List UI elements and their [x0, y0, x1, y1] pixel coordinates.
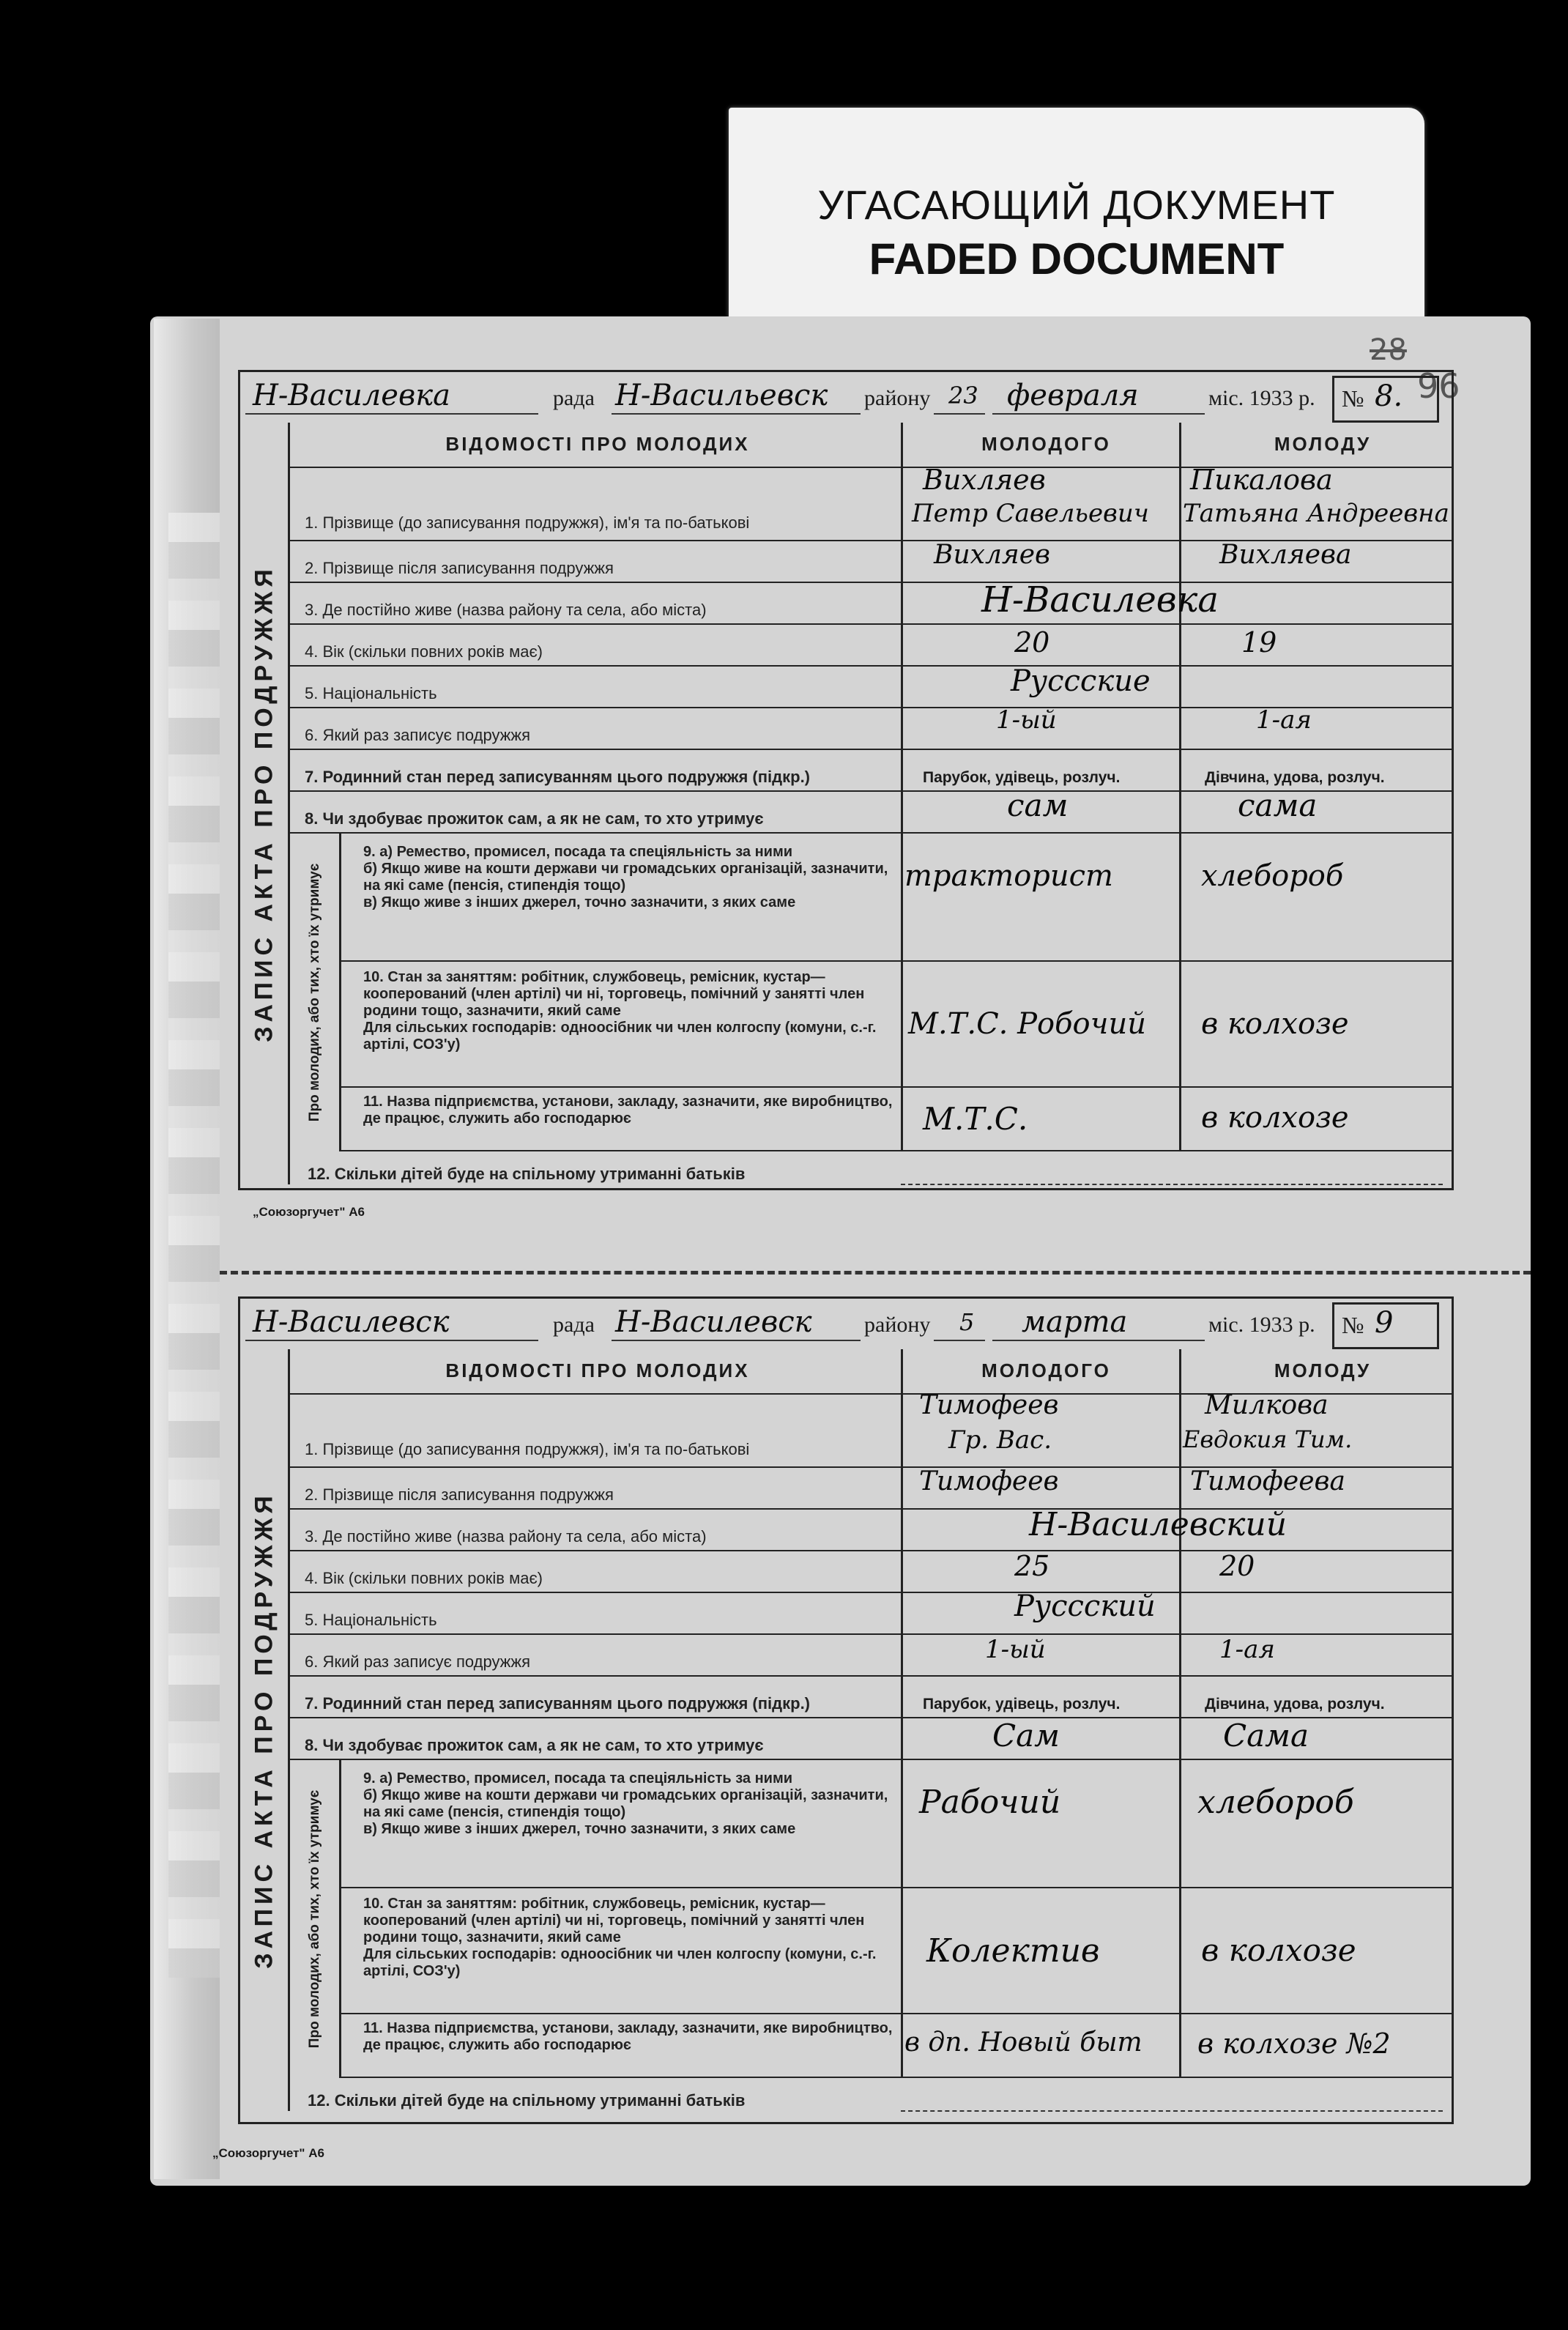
sub-side-bar: Про молодих, або тих, хто їх утримує: [290, 1760, 341, 2078]
question-row-11: 11. Назва підприємства, установи, закладу, зазначити, яке виробництво, де працює, служить або господарює: [341, 2014, 1452, 2078]
bride-surname: Милкова: [1205, 1390, 1329, 1420]
number-label: №: [1342, 1312, 1364, 1338]
groom-given-names: Петр Савельевич: [912, 499, 1149, 528]
cut-line: [220, 1271, 1531, 1275]
record-number-box: [1332, 1302, 1439, 1349]
record-header: [245, 1307, 1461, 1343]
bride-surname-after: Тимофеева: [1190, 1466, 1345, 1496]
question-row-9: 9. а) Ремество, промисел, посада та спеціяльність за ними б) Якщо живе на кошти держави чи громадських організацій, зазначити, на які саме (пенсія, стипендія тощо) в) Якщо живе з інших джерел, точно зазначити, з яких саме: [341, 834, 1452, 962]
residence: Н-Василевский: [1029, 1506, 1288, 1543]
groom-occupation: тракторист: [904, 859, 1113, 893]
column-header-row: [290, 423, 1452, 468]
groom-surname-after: Тимофеев: [919, 1466, 1059, 1496]
bride-status-options: Дівчина, удова, розлуч.: [1205, 769, 1385, 786]
bride-given-names: Евдокия Тим.: [1183, 1425, 1353, 1453]
question-row-2: 2. Прізвище після записування подружжя: [290, 541, 1452, 583]
district-label: району: [864, 1313, 931, 1337]
question-row-4: 4. Вік (скільки повних років має): [290, 1551, 1452, 1593]
question-12: 12. Скільки дітей буде на спільному утриманні батьків: [308, 2091, 746, 2110]
question-row-8: 8. Чи здобуває прожиток сам, а як не сам, то хто утримує: [290, 1718, 1452, 1760]
sub-side-bar: Про молодих, або тих, хто їх утримує: [290, 834, 341, 1151]
question-12: 12. Скільки дітей буде на спільному утриманні батьків: [308, 1165, 746, 1183]
question-row-11: 11. Назва підприємства, установи, закладу, зазначити, яке виробництво, де працює, служить або господарює: [341, 1088, 1452, 1151]
groom-surname: Вихляев: [923, 464, 1046, 496]
rada-label: рада: [553, 386, 595, 410]
bride-marriage-number: 1-ая: [1256, 705, 1312, 735]
bride-support: сама: [1238, 787, 1318, 823]
stamp-line-en: FADED DOCUMENT: [869, 234, 1285, 283]
groom-surname: Тимофеев: [919, 1390, 1059, 1420]
marriage-record-2: [238, 1296, 1454, 2124]
district-name: Н-Васильевск: [615, 379, 828, 412]
torn-edge: [168, 513, 220, 1978]
side-label-bar: [240, 1349, 290, 2111]
question-row-3: 3. Де постійно живе (назва району та села, або міста): [290, 1510, 1452, 1551]
record-number-box: [1332, 376, 1439, 423]
bride-column-header: МОЛОДУ: [1274, 433, 1372, 455]
question-row-3: 3. Де постійно живе (назва району та села, або міста): [290, 583, 1452, 625]
bride-occupation: хлебороб: [1201, 859, 1344, 893]
groom-age: 20: [1014, 626, 1050, 658]
stamp-line-ru: УГАСАЮЩИЙ ДОКУМЕНТ: [817, 182, 1336, 228]
groom-column-header: МОЛОДОГО: [981, 1359, 1111, 1381]
printer-mark-1: „Союзоргучет" А6: [253, 1205, 365, 1219]
record-day: 5: [959, 1308, 975, 1336]
question-row-1: 1. Прізвище (до записування подружжя), ім'я та по-батькові: [290, 1395, 1452, 1468]
groom-occupation: Рабочий: [919, 1784, 1061, 1821]
bride-occupation: хлебороб: [1197, 1784, 1354, 1821]
question-row-5: 5. Національність: [290, 667, 1452, 708]
groom-workplace: в дп. Новый быт: [904, 2027, 1142, 2058]
marriage-record-1: [238, 370, 1454, 1190]
info-column-header: ВІДОМОСТІ ПРО МОЛОДИХ: [445, 1359, 750, 1381]
pencil-page-number: 96: [1417, 366, 1460, 406]
question-row-6: 6. Який раз записує подружжя: [290, 1635, 1452, 1677]
district-name: Н-Василевск: [615, 1305, 812, 1339]
bride-support: Сама: [1223, 1718, 1309, 1754]
record-month: февраля: [1007, 379, 1139, 412]
groom-marriage-number: 1-ый: [985, 1635, 1046, 1664]
rada-name: Н-Василевск: [253, 1305, 450, 1339]
question-row-7: 7. Родинний стан перед записуванням цього подружжя (підкр.): [290, 750, 1452, 792]
faded-document-stamp: [729, 108, 1424, 327]
question-row-1: 1. Прізвище (до записування подружжя), ім'я та по-батькові: [290, 468, 1452, 541]
groom-workplace: М.Т.С.: [923, 1101, 1028, 1137]
month-year-label: міс. 1933 р.: [1208, 1313, 1315, 1337]
bride-workplace: в колхозе №2: [1197, 2027, 1391, 2060]
residence: Н-Василевка: [981, 579, 1219, 620]
question-row-9: 9. а) Ремество, промисел, посада та спеціяльність за ними б) Якщо живе на кошти держави чи громадських організацій, зазначити, на які саме (пенсія, стипендія тощо) в) Якщо живе з інших джерел, точно зазначити, з яких саме: [341, 1760, 1452, 1888]
groom-status-options: Парубок, удівець, розлуч.: [923, 769, 1121, 786]
number-label: №: [1342, 385, 1364, 412]
groom-given-names: Гр. Вас.: [948, 1425, 1052, 1455]
bride-age: 19: [1241, 626, 1277, 658]
groom-age: 25: [1014, 1550, 1050, 1582]
bride-column-header: МОЛОДУ: [1274, 1359, 1372, 1381]
question-row-10: 10. Стан за заняттям: робітник, службовець, ремісник, кустар—кооперований (член артілі) чи ні, торговець, помічний у занятті член родини тощо, зазначити, який саме Для сільських господарів: одноосібник чи член колгоспу (комуни, с.-г. артілі, СОЗ'у): [341, 962, 1452, 1088]
record-number: 8.: [1375, 379, 1403, 413]
bride-employment-status: в колхозе: [1201, 1007, 1349, 1041]
question-row-8: 8. Чи здобуває прожиток сам, а як не сам, то хто утримує: [290, 792, 1452, 834]
groom-surname-after: Вихляев: [934, 540, 1050, 570]
record-header: [245, 380, 1461, 417]
groom-support: сам: [1007, 787, 1069, 823]
bride-surname-after: Вихляева: [1219, 540, 1352, 570]
bride-surname: Пикалова: [1190, 464, 1333, 496]
record-number: 9: [1375, 1306, 1394, 1340]
crossed-page-number: 28: [1370, 333, 1407, 367]
nationality: Руссские: [1011, 664, 1151, 698]
question-row-10: 10. Стан за заняттям: робітник, службовець, ремісник, кустар—кооперований (член артілі) чи ні, торговець, помічний у занятті член родини тощо, зазначити, який саме Для сільських господарів: одноосібник чи член колгоспу (комуни, с.-г. артілі, СОЗ'у): [341, 1888, 1452, 2014]
nationality: Руссский: [1014, 1589, 1156, 1623]
record-day: 23: [948, 382, 978, 409]
question-row-7: 7. Родинний стан перед записуванням цього подружжя (підкр.): [290, 1677, 1452, 1718]
question-row-2: 2. Прізвище після записування подружжя: [290, 1468, 1452, 1510]
question-row-4: 4. Вік (скільки повних років має): [290, 625, 1452, 667]
month-year-label: міс. 1933 р.: [1208, 386, 1315, 410]
groom-employment-status: М.Т.С. Робочий: [908, 1007, 1146, 1041]
rada-label: рада: [553, 1313, 595, 1337]
groom-column-header: МОЛОДОГО: [981, 433, 1111, 455]
groom-support: Сам: [992, 1718, 1060, 1754]
side-label: ЗАПИС АКТА ПРО ПОДРУЖЖЯ: [250, 1491, 278, 1969]
bride-status-options: Дівчина, удова, розлуч.: [1205, 1696, 1385, 1713]
groom-status-options: Парубок, удівець, розлуч.: [923, 1696, 1121, 1713]
bride-given-names: Татьяна Андреевна: [1183, 499, 1449, 528]
question-row-5: 5. Національність: [290, 1593, 1452, 1635]
groom-employment-status: Колектив: [926, 1932, 1100, 1970]
bride-employment-status: в колхозе: [1201, 1932, 1356, 1968]
question-row-6: 6. Який раз записує подружжя: [290, 708, 1452, 750]
record-month: марта: [1022, 1305, 1128, 1339]
district-label: району: [864, 386, 931, 410]
column-header-row: [290, 1349, 1452, 1395]
rada-name: Н-Василевка: [253, 379, 450, 412]
bride-marriage-number: 1-ая: [1219, 1635, 1275, 1664]
printer-mark-2: „Союзоргучет" А6: [212, 2146, 324, 2160]
side-label-bar: [240, 423, 290, 1184]
bride-age: 20: [1219, 1550, 1255, 1582]
groom-marriage-number: 1-ый: [996, 705, 1057, 735]
info-column-header: ВІДОМОСТІ ПРО МОЛОДИХ: [445, 433, 750, 455]
bride-workplace: в колхозе: [1201, 1101, 1349, 1135]
side-label: ЗАПИС АКТА ПРО ПОДРУЖЖЯ: [250, 565, 278, 1042]
